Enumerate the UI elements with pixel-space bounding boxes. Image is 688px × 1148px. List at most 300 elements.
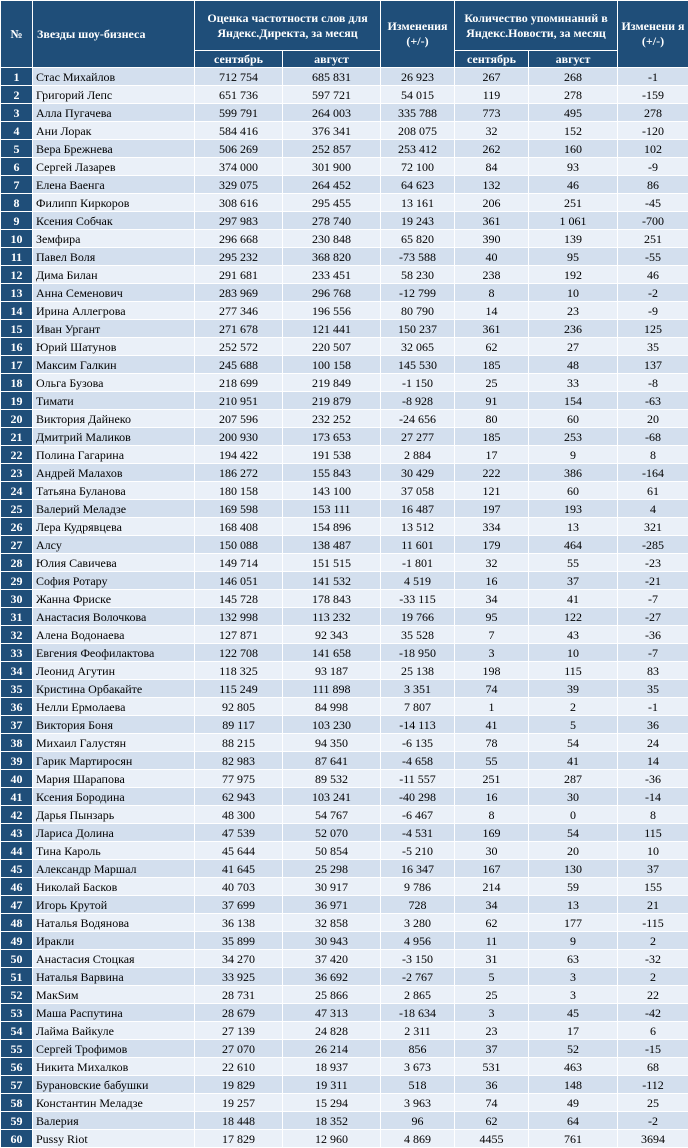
freq-september: 37 699: [195, 896, 283, 914]
freq-september: 712 754: [195, 68, 283, 86]
freq-change: -8 928: [381, 392, 455, 410]
table-row: [1, 662, 688, 680]
news-august: 93: [529, 158, 618, 176]
row-number: 21: [1, 428, 33, 446]
table-row: [1, 590, 688, 608]
star-name: Маша Распутина: [33, 1004, 195, 1022]
freq-september: 22 610: [195, 1058, 283, 1076]
news-august: 5: [529, 716, 618, 734]
row-number: 48: [1, 914, 33, 932]
star-name: Татьяна Буланова: [33, 482, 195, 500]
freq-change: -18 950: [381, 644, 455, 662]
freq-change: 2 865: [381, 986, 455, 1004]
freq-change: 2 884: [381, 446, 455, 464]
news-august: 27: [529, 338, 618, 356]
news-change: 25: [618, 1094, 688, 1112]
table-row: [1, 248, 688, 266]
news-september: 198: [455, 662, 529, 680]
freq-august: 50 854: [283, 842, 381, 860]
freq-august: 12 960: [283, 1130, 381, 1148]
news-september: 251: [455, 770, 529, 788]
news-august: 761: [529, 1130, 618, 1148]
freq-august: 30 943: [283, 932, 381, 950]
news-change: -285: [618, 536, 688, 554]
table-row: [1, 194, 688, 212]
news-august: 9: [529, 932, 618, 950]
news-august: 46: [529, 176, 618, 194]
table-row: [1, 428, 688, 446]
table-row: [1, 626, 688, 644]
news-august: 253: [529, 428, 618, 446]
news-august: 10: [529, 284, 618, 302]
freq-september: 28 679: [195, 1004, 283, 1022]
freq-change: 32 065: [381, 338, 455, 356]
news-september: 7: [455, 626, 529, 644]
freq-change: -12 799: [381, 284, 455, 302]
star-name: Иракли: [33, 932, 195, 950]
star-name: Ксения Бородина: [33, 788, 195, 806]
table-row: [1, 392, 688, 410]
news-change: 3694: [618, 1130, 688, 1148]
news-change: 2: [618, 932, 688, 950]
freq-change: 4 869: [381, 1130, 455, 1148]
freq-september: 295 232: [195, 248, 283, 266]
freq-change: 145 530: [381, 356, 455, 374]
news-september: 197: [455, 500, 529, 518]
news-change: 115: [618, 824, 688, 842]
table-row: [1, 536, 688, 554]
freq-august: 121 441: [283, 320, 381, 338]
news-august: 54: [529, 734, 618, 752]
freq-september: 92 805: [195, 698, 283, 716]
news-change: -27: [618, 608, 688, 626]
news-september: 8: [455, 806, 529, 824]
table-row: [1, 716, 688, 734]
table-row: [1, 68, 688, 86]
table-row: [1, 842, 688, 860]
freq-september: 127 871: [195, 626, 283, 644]
freq-august: 18 937: [283, 1058, 381, 1076]
news-august: 152: [529, 122, 618, 140]
row-number: 4: [1, 122, 33, 140]
row-number: 30: [1, 590, 33, 608]
table-row: [1, 572, 688, 590]
news-change: -2: [618, 284, 688, 302]
news-change: -45: [618, 194, 688, 212]
table-row: [1, 410, 688, 428]
freq-august: 52 070: [283, 824, 381, 842]
freq-september: 599 791: [195, 104, 283, 122]
freq-september: 180 158: [195, 482, 283, 500]
freq-change: -4 658: [381, 752, 455, 770]
freq-september: 168 408: [195, 518, 283, 536]
news-august: 3: [529, 986, 618, 1004]
news-change: 21: [618, 896, 688, 914]
news-change: -7: [618, 644, 688, 662]
news-change: -2: [618, 1112, 688, 1130]
news-september: 34: [455, 590, 529, 608]
freq-september: 150 088: [195, 536, 283, 554]
star-name: Дарья Пынзарь: [33, 806, 195, 824]
news-september: 32: [455, 554, 529, 572]
freq-august: 196 556: [283, 302, 381, 320]
star-name: Полина Гагарина: [33, 446, 195, 464]
row-number: 1: [1, 68, 33, 86]
freq-september: 18 448: [195, 1112, 283, 1130]
star-name: София Ротару: [33, 572, 195, 590]
col-header-august-news: август: [529, 51, 618, 68]
news-august: 495: [529, 104, 618, 122]
star-name: Леонид Агутин: [33, 662, 195, 680]
news-change: 137: [618, 356, 688, 374]
freq-change: 728: [381, 896, 455, 914]
news-change: 22: [618, 986, 688, 1004]
freq-change: 3 280: [381, 914, 455, 932]
news-change: -36: [618, 770, 688, 788]
col-header-name: Звезды шоу-бизнеса: [33, 1, 195, 68]
col-header-september-news: сентябрь: [455, 51, 529, 68]
news-august: 122: [529, 608, 618, 626]
table-row: [1, 1004, 688, 1022]
row-number: 57: [1, 1076, 33, 1094]
star-name: Михаил Галустян: [33, 734, 195, 752]
table-row: [1, 968, 688, 986]
star-name: Юлия Савичева: [33, 554, 195, 572]
col-header-september-frequency: сентябрь: [195, 51, 283, 68]
freq-august: 219 879: [283, 392, 381, 410]
table-row: [1, 86, 688, 104]
freq-september: 374 000: [195, 158, 283, 176]
freq-august: 296 768: [283, 284, 381, 302]
news-september: 36: [455, 1076, 529, 1094]
table-row: [1, 788, 688, 806]
table-row: [1, 446, 688, 464]
row-number: 14: [1, 302, 33, 320]
table-row: [1, 212, 688, 230]
news-august: 386: [529, 464, 618, 482]
freq-change: -14 113: [381, 716, 455, 734]
freq-change: 80 790: [381, 302, 455, 320]
freq-change: -6 135: [381, 734, 455, 752]
news-change: 86: [618, 176, 688, 194]
row-number: 34: [1, 662, 33, 680]
row-number: 15: [1, 320, 33, 338]
freq-change: 11 601: [381, 536, 455, 554]
freq-change: 4 956: [381, 932, 455, 950]
freq-september: 218 699: [195, 374, 283, 392]
freq-change: 13 161: [381, 194, 455, 212]
freq-change: -3 150: [381, 950, 455, 968]
news-september: 167: [455, 860, 529, 878]
row-number: 6: [1, 158, 33, 176]
table-row: [1, 176, 688, 194]
table-row: [1, 500, 688, 518]
news-change: 125: [618, 320, 688, 338]
news-august: 60: [529, 410, 618, 428]
freq-change: -40 298: [381, 788, 455, 806]
freq-change: 253 412: [381, 140, 455, 158]
news-august: 30: [529, 788, 618, 806]
star-name: Тимати: [33, 392, 195, 410]
star-name: Андрей Малахов: [33, 464, 195, 482]
table-row: [1, 356, 688, 374]
freq-september: 82 983: [195, 752, 283, 770]
col-header-frequency: Оценка частотности слов для Яндекс.Директа, за месяц: [195, 1, 381, 51]
news-change: 8: [618, 806, 688, 824]
news-august: 41: [529, 590, 618, 608]
news-september: 238: [455, 266, 529, 284]
news-august: 63: [529, 950, 618, 968]
news-september: 121: [455, 482, 529, 500]
news-change: 35: [618, 338, 688, 356]
news-august: 287: [529, 770, 618, 788]
table-row: [1, 1112, 688, 1130]
news-september: 55: [455, 752, 529, 770]
freq-august: 113 232: [283, 608, 381, 626]
table-row: [1, 464, 688, 482]
row-number: 7: [1, 176, 33, 194]
news-change: 20: [618, 410, 688, 428]
freq-change: 19 243: [381, 212, 455, 230]
table-row: [1, 518, 688, 536]
table-row: [1, 266, 688, 284]
news-september: 74: [455, 680, 529, 698]
freq-september: 146 051: [195, 572, 283, 590]
row-number: 50: [1, 950, 33, 968]
freq-august: 252 857: [283, 140, 381, 158]
row-number: 3: [1, 104, 33, 122]
freq-august: 25 298: [283, 860, 381, 878]
row-number: 52: [1, 986, 33, 1004]
freq-change: 4 519: [381, 572, 455, 590]
news-september: 119: [455, 86, 529, 104]
news-september: 74: [455, 1094, 529, 1112]
freq-september: 200 930: [195, 428, 283, 446]
table-row: [1, 860, 688, 878]
row-number: 36: [1, 698, 33, 716]
table-row: [1, 680, 688, 698]
freq-september: 48 300: [195, 806, 283, 824]
freq-change: 3 351: [381, 680, 455, 698]
row-number: 40: [1, 770, 33, 788]
freq-august: 19 311: [283, 1076, 381, 1094]
news-august: 17: [529, 1022, 618, 1040]
freq-september: 132 998: [195, 608, 283, 626]
table-row: [1, 824, 688, 842]
freq-august: 220 507: [283, 338, 381, 356]
row-number: 51: [1, 968, 33, 986]
star-name: Константин Меладзе: [33, 1094, 195, 1112]
row-number: 33: [1, 644, 33, 662]
freq-september: 62 943: [195, 788, 283, 806]
news-august: 59: [529, 878, 618, 896]
freq-september: 252 572: [195, 338, 283, 356]
row-number: 8: [1, 194, 33, 212]
news-september: 31: [455, 950, 529, 968]
freq-august: 597 721: [283, 86, 381, 104]
news-september: 16: [455, 572, 529, 590]
star-name: Тина Кароль: [33, 842, 195, 860]
freq-september: 36 138: [195, 914, 283, 932]
col-header-august-frequency: август: [283, 51, 381, 68]
freq-change: -24 656: [381, 410, 455, 428]
freq-august: 154 896: [283, 518, 381, 536]
news-august: 52: [529, 1040, 618, 1058]
freq-august: 151 515: [283, 554, 381, 572]
news-august: 33: [529, 374, 618, 392]
news-september: 80: [455, 410, 529, 428]
freq-august: 138 487: [283, 536, 381, 554]
table-row: [1, 338, 688, 356]
freq-august: 103 241: [283, 788, 381, 806]
freq-change: 7 807: [381, 698, 455, 716]
news-september: 14: [455, 302, 529, 320]
freq-august: 37 420: [283, 950, 381, 968]
table-row: [1, 554, 688, 572]
news-change: -32: [618, 950, 688, 968]
row-number: 12: [1, 266, 33, 284]
freq-change: 3 673: [381, 1058, 455, 1076]
news-september: 11: [455, 932, 529, 950]
news-change: -14: [618, 788, 688, 806]
freq-august: 155 843: [283, 464, 381, 482]
news-september: 3: [455, 644, 529, 662]
row-number: 44: [1, 842, 33, 860]
freq-august: 143 100: [283, 482, 381, 500]
news-august: 9: [529, 446, 618, 464]
news-august: 48: [529, 356, 618, 374]
table-row: [1, 932, 688, 950]
col-header-number: №: [1, 1, 33, 68]
freq-august: 178 843: [283, 590, 381, 608]
freq-august: 376 341: [283, 122, 381, 140]
freq-change: 3 963: [381, 1094, 455, 1112]
table-row: [1, 896, 688, 914]
row-number: 55: [1, 1040, 33, 1058]
star-name: Иван Ургант: [33, 320, 195, 338]
freq-change: 518: [381, 1076, 455, 1094]
news-august: 177: [529, 914, 618, 932]
star-name: Юрий Шатунов: [33, 338, 195, 356]
news-september: 214: [455, 878, 529, 896]
news-change: -115: [618, 914, 688, 932]
star-name: Жанна Фриске: [33, 590, 195, 608]
news-change: -164: [618, 464, 688, 482]
star-name: Филипп Киркоров: [33, 194, 195, 212]
row-number: 43: [1, 824, 33, 842]
freq-september: 145 728: [195, 590, 283, 608]
freq-august: 100 158: [283, 356, 381, 374]
freq-august: 94 350: [283, 734, 381, 752]
news-change: 14: [618, 752, 688, 770]
news-august: 37: [529, 572, 618, 590]
news-change: -36: [618, 626, 688, 644]
freq-september: 329 075: [195, 176, 283, 194]
news-change: 8: [618, 446, 688, 464]
freq-august: 36 692: [283, 968, 381, 986]
freq-change: -33 115: [381, 590, 455, 608]
freq-change: 27 277: [381, 428, 455, 446]
row-number: 29: [1, 572, 33, 590]
freq-august: 230 848: [283, 230, 381, 248]
freq-change: 26 923: [381, 68, 455, 86]
news-august: 154: [529, 392, 618, 410]
freq-change: -1 150: [381, 374, 455, 392]
news-september: 334: [455, 518, 529, 536]
freq-september: 291 681: [195, 266, 283, 284]
news-change: -112: [618, 1076, 688, 1094]
freq-change: 16 487: [381, 500, 455, 518]
star-name: МакSим: [33, 986, 195, 1004]
news-change: -7: [618, 590, 688, 608]
freq-august: 84 998: [283, 698, 381, 716]
row-number: 28: [1, 554, 33, 572]
row-number: 56: [1, 1058, 33, 1076]
star-name: Игорь Крутой: [33, 896, 195, 914]
row-number: 31: [1, 608, 33, 626]
freq-change: 16 347: [381, 860, 455, 878]
freq-september: 28 731: [195, 986, 283, 1004]
news-september: 185: [455, 428, 529, 446]
row-number: 37: [1, 716, 33, 734]
news-september: 41: [455, 716, 529, 734]
news-change: -9: [618, 302, 688, 320]
row-number: 35: [1, 680, 33, 698]
news-change: 83: [618, 662, 688, 680]
news-august: 10: [529, 644, 618, 662]
news-change: -21: [618, 572, 688, 590]
news-august: 60: [529, 482, 618, 500]
table-row: [1, 140, 688, 158]
news-august: 278: [529, 86, 618, 104]
freq-august: 54 767: [283, 806, 381, 824]
news-change: -42: [618, 1004, 688, 1022]
news-change: 37: [618, 860, 688, 878]
col-header-frequency-change: Изменения (+/-): [381, 1, 455, 68]
freq-september: 33 925: [195, 968, 283, 986]
freq-change: 9 786: [381, 878, 455, 896]
freq-september: 19 829: [195, 1076, 283, 1094]
row-number: 22: [1, 446, 33, 464]
news-august: 95: [529, 248, 618, 266]
row-number: 41: [1, 788, 33, 806]
news-change: -63: [618, 392, 688, 410]
table-row: [1, 770, 688, 788]
star-name: Кристина Орбакайте: [33, 680, 195, 698]
freq-change: 65 820: [381, 230, 455, 248]
freq-september: 245 688: [195, 356, 283, 374]
star-name: Валерия: [33, 1112, 195, 1130]
news-september: 185: [455, 356, 529, 374]
freq-change: 208 075: [381, 122, 455, 140]
news-august: 463: [529, 1058, 618, 1076]
news-change: 6: [618, 1022, 688, 1040]
freq-august: 26 214: [283, 1040, 381, 1058]
freq-september: 296 668: [195, 230, 283, 248]
row-number: 49: [1, 932, 33, 950]
news-change: -68: [618, 428, 688, 446]
table-row: [1, 644, 688, 662]
news-change: 24: [618, 734, 688, 752]
star-name: Ксения Собчак: [33, 212, 195, 230]
freq-september: 186 272: [195, 464, 283, 482]
news-september: 34: [455, 896, 529, 914]
news-september: 40: [455, 248, 529, 266]
freq-change: 37 058: [381, 482, 455, 500]
star-name: Лариса Долина: [33, 824, 195, 842]
row-number: 47: [1, 896, 33, 914]
row-number: 17: [1, 356, 33, 374]
